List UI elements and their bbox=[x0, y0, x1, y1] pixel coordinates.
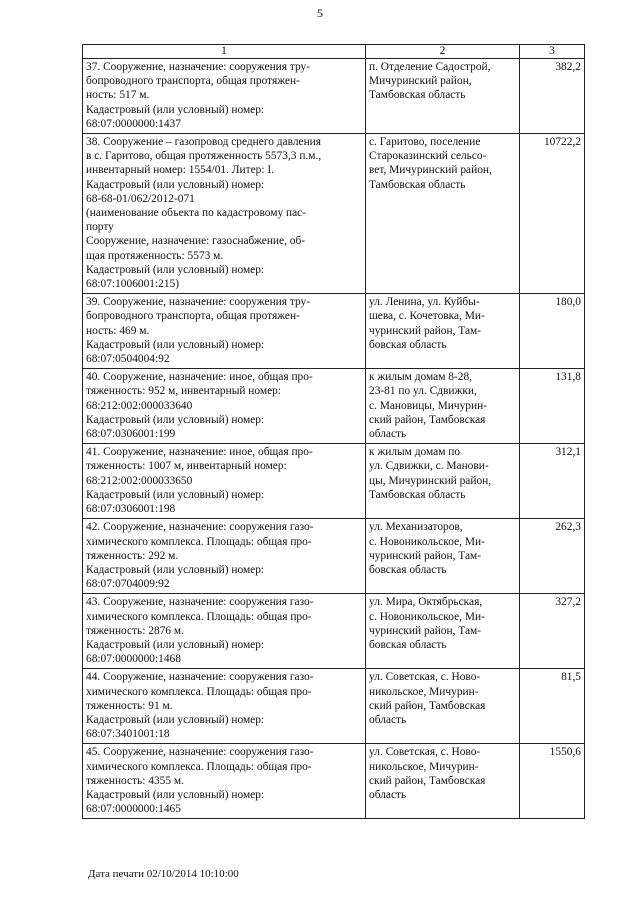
object-description-cell: 41. Сооружение, назначение: иное, общая про- тяженность: 1007 м, инвентарный номер: 68:212:002:000033650 Кадастровый (или условный) номер: 68:07:0306001:198 bbox=[83, 444, 366, 519]
object-value-cell: 382,2 bbox=[520, 59, 585, 134]
object-value-cell: 10722,2 bbox=[520, 134, 585, 294]
object-value-cell: 312,1 bbox=[520, 444, 585, 519]
header-column-3: 3 bbox=[520, 45, 585, 59]
property-table bbox=[82, 44, 585, 819]
object-description-cell: 39. Сооружение, назначение: сооружения тру- бопроводного транспорта, общая протяжен- ность: 469 м. Кадастровый (или условный) номер: 68:07:0504004:92 bbox=[83, 294, 366, 369]
object-address-cell: ул. Советская, с. Ново- никольское, Мичурин- ский район, Тамбовская область bbox=[366, 669, 520, 744]
object-address-cell: ул. Механизаторов, с. Новоникольское, Ми- чуринский район, Там- бовская область bbox=[366, 519, 520, 594]
object-address-cell: ул. Мира, Октябрьская, с. Новоникольское, Ми- чуринский район, Там- бовская область bbox=[366, 594, 520, 669]
object-value-cell: 1550,6 bbox=[520, 744, 585, 819]
object-address-cell: п. Отделение Садострой, Мичуринский район, Тамбовская область bbox=[366, 59, 520, 134]
header-column-1: 1 bbox=[83, 45, 366, 59]
table-row bbox=[83, 134, 585, 294]
object-description-cell: 45. Сооружение, назначение: сооружения газо- химического комплекса. Площадь: общая про- тяженность: 4355 м. Кадастровый (или условный) номер: 68:07:0000000:1465 bbox=[83, 744, 366, 819]
object-description-cell: 44. Сооружение, назначение: сооружения газо- химического комплекса. Площадь: общая про- тяженность: 91 м. Кадастровый (или условный) номер: 68:07:3401001:18 bbox=[83, 669, 366, 744]
object-value-cell: 81,5 bbox=[520, 669, 585, 744]
object-address-cell: ул. Советская, с. Ново- никольское, Мичурин- ский район, Тамбовская область bbox=[366, 744, 520, 819]
object-address-cell: к жилым домам 8-28, 23-81 по ул. Сдвижки, с. Мановицы, Мичурин- ский район, Тамбовская область bbox=[366, 369, 520, 444]
object-value-cell: 327,2 bbox=[520, 594, 585, 669]
table-body bbox=[83, 59, 585, 819]
object-description-cell: 43. Сооружение, назначение: сооружения газо- химического комплекса. Площадь: общая про- тяженность: 2876 м. Кадастровый (или условный) номер: 68:07:0000000:1468 bbox=[83, 594, 366, 669]
object-description-cell: 37. Сооружение, назначение: сооружения тру- бопроводного транспорта, общая протяжен- ность: 517 м. Кадастровый (или условный) номер: 68:07:0000000:1437 bbox=[83, 59, 366, 134]
table-row bbox=[83, 744, 585, 819]
print-date: Дата печати 02/10/2014 10:10:00 bbox=[88, 868, 239, 880]
object-value-cell: 131,8 bbox=[520, 369, 585, 444]
object-address-cell: с. Гаритово, поселение Староказинский сельсо- вет, Мичуринский район, Тамбовская область bbox=[366, 134, 520, 294]
table-header-row bbox=[83, 45, 585, 59]
object-address-cell: ул. Ленина, ул. Куйбы- шева, с. Кочетовка, Ми- чуринский район, Там- бовская область bbox=[366, 294, 520, 369]
table-row bbox=[83, 444, 585, 519]
table-row bbox=[83, 519, 585, 594]
object-description-cell: 40. Сооружение, назначение: иное, общая про- тяженность: 952 м, инвентарный номер: 68:212:002:000033640 Кадастровый (или условный) номер: 68:07:0306001:199 bbox=[83, 369, 366, 444]
table-row bbox=[83, 594, 585, 669]
object-value-cell: 180,0 bbox=[520, 294, 585, 369]
page-number: 5 bbox=[317, 6, 323, 20]
table-row bbox=[83, 369, 585, 444]
object-address-cell: к жилым домам по ул. Сдвижки, с. Манови- цы, Мичуринский район, Тамбовская область bbox=[366, 444, 520, 519]
table-header bbox=[83, 45, 585, 59]
table-row bbox=[83, 59, 585, 134]
table-row bbox=[83, 294, 585, 369]
header-column-2: 2 bbox=[366, 45, 520, 59]
table-row bbox=[83, 669, 585, 744]
object-value-cell: 262,3 bbox=[520, 519, 585, 594]
object-description-cell: 42. Сооружение, назначение: сооружения газо- химического комплекса. Площадь: общая про- тяженность: 292 м. Кадастровый (или условный) номер: 68:07:0704009:92 bbox=[83, 519, 366, 594]
object-description-cell: 38. Сооружение – газопровод среднего давления в с. Гаритово, общая протяженность 5573,3 п.м., инвентарный номер: 1554/01. Литер: I. Кадастровый (или условный) номер: 68-68-01/062/2012-071 (наименование объекта по кадастровому пас- порту Сооружение, назначение: газоснабжение, об- щая протяженность: 5573 м. Кадастровый (или условный) номер: 68:07:1006001:215) bbox=[83, 134, 366, 294]
